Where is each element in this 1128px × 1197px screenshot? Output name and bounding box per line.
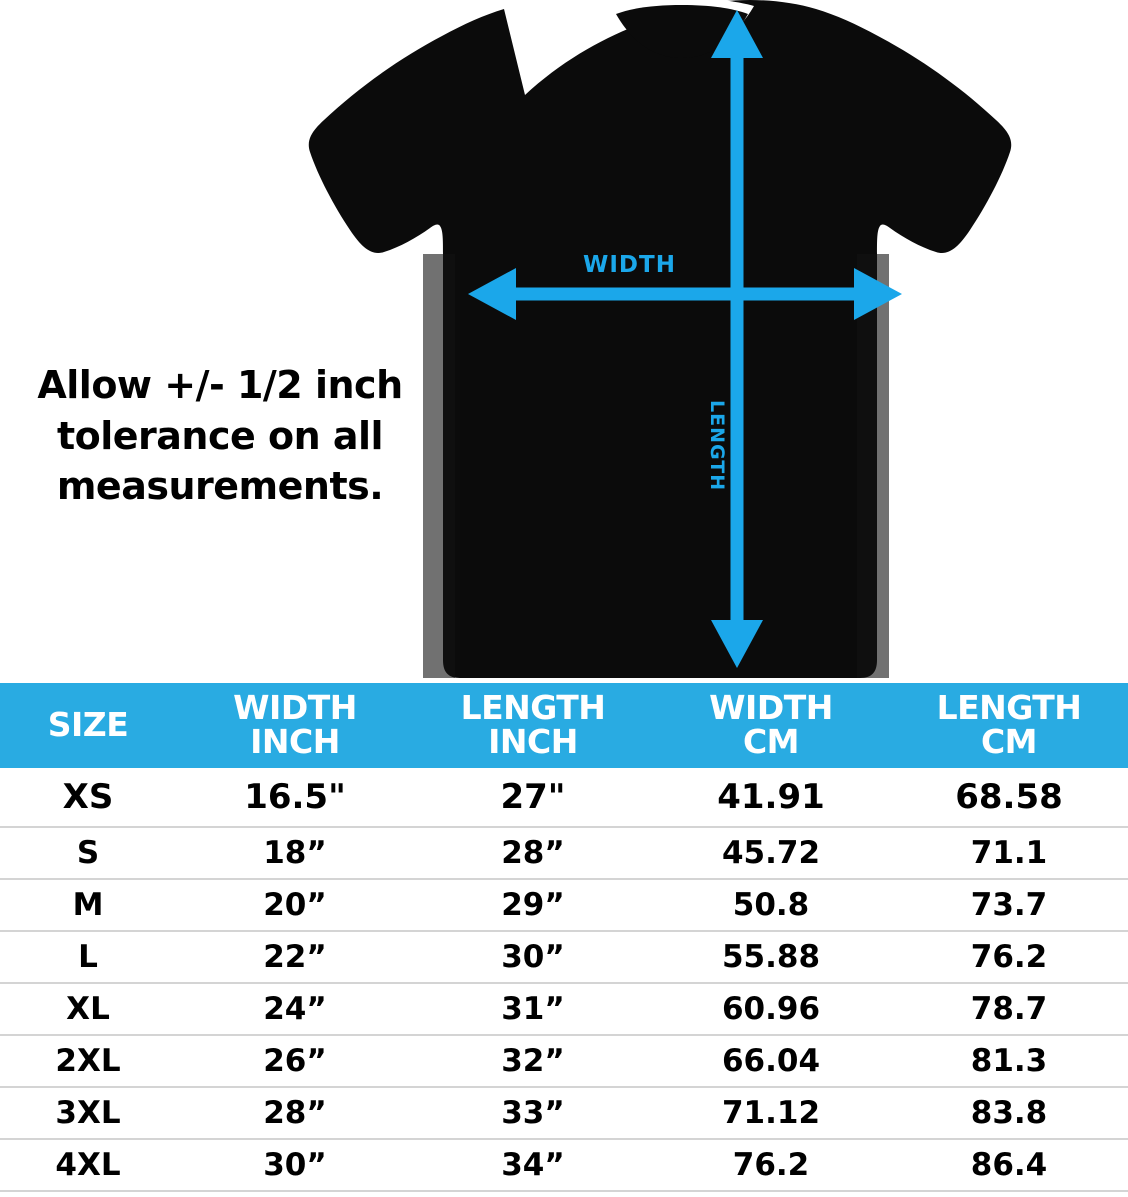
cell-size: 2XL	[0, 1035, 176, 1087]
cell-width-inch: 20”	[176, 879, 414, 931]
cell-width-inch: 28”	[176, 1087, 414, 1139]
column-header-length-inch-line2: INCH	[488, 721, 578, 761]
column-header-width-inch	[176, 683, 414, 768]
column-header-length-cm	[890, 683, 1128, 768]
table-row	[0, 1035, 1128, 1087]
cell-length-cm: 68.58	[890, 768, 1128, 827]
table-row	[0, 931, 1128, 983]
table-row	[0, 1087, 1128, 1139]
cell-length-inch: 29”	[414, 879, 652, 931]
cell-size: M	[0, 879, 176, 931]
cell-length-cm: 76.2	[890, 931, 1128, 983]
table-body	[0, 768, 1128, 1191]
measurement-arrows	[300, 0, 1060, 683]
table-header-row	[0, 683, 1128, 768]
cell-width-cm: 60.96	[652, 983, 890, 1035]
tolerance-note	[0, 360, 440, 512]
cell-size: XS	[0, 768, 176, 827]
cell-length-cm: 83.8	[890, 1087, 1128, 1139]
cell-length-inch: 28”	[414, 827, 652, 879]
cell-size: 3XL	[0, 1087, 176, 1139]
column-header-width-inch-line2: INCH	[250, 721, 340, 761]
cell-size: S	[0, 827, 176, 879]
table-row	[0, 827, 1128, 879]
cell-length-cm: 73.7	[890, 879, 1128, 931]
table-row	[0, 983, 1128, 1035]
cell-length-cm: 78.7	[890, 983, 1128, 1035]
cell-length-cm: 81.3	[890, 1035, 1128, 1087]
cell-size: 4XL	[0, 1139, 176, 1191]
column-header-width-cm-line2: CM	[742, 721, 800, 761]
cell-length-inch: 31”	[414, 983, 652, 1035]
cell-width-cm: 41.91	[652, 768, 890, 827]
cell-width-cm: 45.72	[652, 827, 890, 879]
width-arrow-label: WIDTH	[583, 252, 676, 278]
cell-width-inch: 30”	[176, 1139, 414, 1191]
cell-width-inch: 26”	[176, 1035, 414, 1087]
cell-length-inch: 30”	[414, 931, 652, 983]
column-header-length-cm-line1: LENGTH	[936, 688, 1082, 727]
cell-width-inch: 16.5"	[176, 768, 414, 827]
cell-length-inch: 32”	[414, 1035, 652, 1087]
tolerance-note-line-3: measurements.	[56, 464, 384, 509]
table-row	[0, 1139, 1128, 1191]
column-header-width-cm	[652, 683, 890, 768]
cell-length-cm: 86.4	[890, 1139, 1128, 1191]
cell-length-cm: 71.1	[890, 827, 1128, 879]
cell-width-inch: 24”	[176, 983, 414, 1035]
cell-size: XL	[0, 983, 176, 1035]
tolerance-note-line-2: tolerance on all	[56, 413, 384, 458]
column-header-length-inch-line1: LENGTH	[460, 688, 606, 727]
cell-length-inch: 34”	[414, 1139, 652, 1191]
cell-width-cm: 66.04	[652, 1035, 890, 1087]
cell-width-inch: 18”	[176, 827, 414, 879]
cell-width-cm: 50.8	[652, 879, 890, 931]
cell-width-cm: 71.12	[652, 1087, 890, 1139]
column-header-size	[0, 683, 176, 768]
table-header	[0, 683, 1128, 768]
table-row	[0, 768, 1128, 827]
cell-width-cm: 55.88	[652, 931, 890, 983]
cell-length-inch: 33”	[414, 1087, 652, 1139]
column-header-length-cm-line2: CM	[980, 721, 1038, 761]
cell-length-inch: 27"	[414, 768, 652, 827]
table-row	[0, 879, 1128, 931]
cell-width-inch: 22”	[176, 931, 414, 983]
column-header-size-line1: SIZE	[47, 704, 129, 744]
size-chart-table	[0, 683, 1128, 1192]
tolerance-note-line-1: Allow +/- 1/2 inch	[37, 363, 403, 407]
column-header-length-inch	[414, 683, 652, 768]
cell-width-cm: 76.2	[652, 1139, 890, 1191]
length-arrow-label: LENGTH	[706, 400, 728, 492]
cell-size: L	[0, 931, 176, 983]
column-header-width-inch-line1: WIDTH	[233, 688, 357, 727]
column-header-width-cm-line1: WIDTH	[709, 688, 833, 727]
